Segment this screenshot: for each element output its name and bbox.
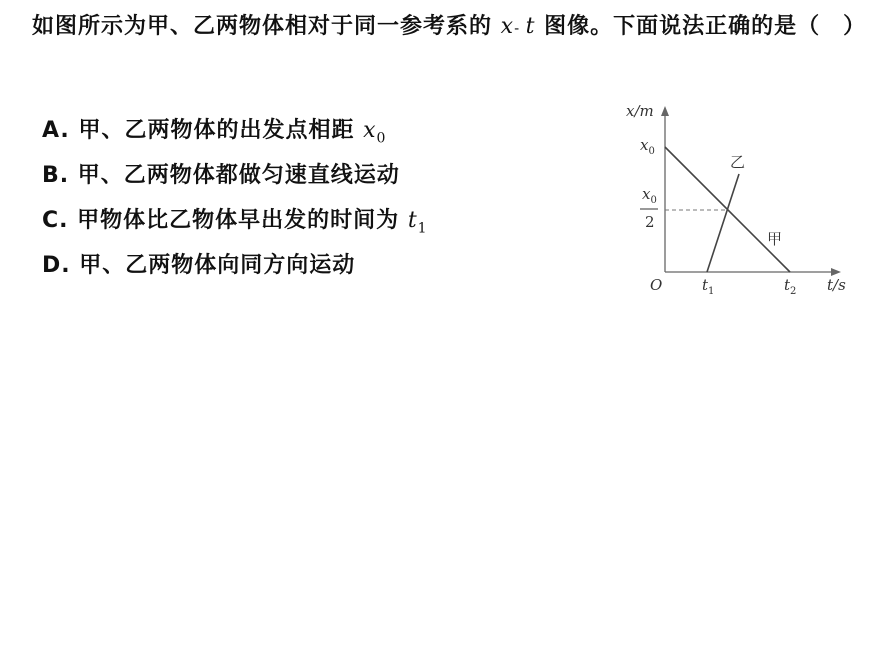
option-d[interactable]: [42, 243, 428, 288]
y-tick-half-numerator: $x_0$: [642, 185, 657, 206]
option-c-text: C. 甲物体比乙物体早出发的时间为: [42, 208, 408, 233]
line-yi-label: 乙: [730, 153, 746, 171]
origin-label: O: [650, 276, 663, 294]
question-sep: -: [514, 21, 526, 37]
option-d-text: D. 甲、乙两物体向同方向运动: [42, 253, 356, 278]
question-var-t: t: [525, 14, 536, 39]
line-yi: [707, 174, 739, 272]
x-axis-label: t/s: [827, 276, 846, 294]
y-axis-arrow: [661, 106, 669, 116]
option-c-math: $t_1$: [407, 208, 428, 237]
y-tick-half-denominator: 2: [645, 213, 655, 231]
question-text-before: 如图所示为甲、乙两物体相对于同一参考系的: [32, 14, 501, 39]
line-jia-label: 甲: [767, 230, 783, 248]
question-text-after: 图像。下面说法正确的是（ ）: [535, 14, 867, 39]
x-tick-t1: $t_1$: [702, 276, 715, 297]
options-list: [42, 108, 428, 288]
y-tick-x0: $x_0$: [640, 136, 655, 157]
y-axis-label: x/m: [626, 102, 654, 120]
option-b[interactable]: [42, 153, 428, 198]
option-a-math: $x_0$: [363, 118, 387, 147]
option-a-text: A. 甲、乙两物体的出发点相距: [42, 118, 364, 143]
option-b-text: B. 甲、乙两物体都做匀速直线运动: [42, 163, 400, 188]
option-a[interactable]: [42, 108, 428, 153]
x-tick-t2: $t_2$: [784, 276, 797, 297]
question-stem: [32, 8, 877, 48]
question-var-x: x: [500, 14, 515, 39]
xt-graph: [620, 100, 850, 300]
option-c[interactable]: [42, 198, 428, 243]
x-axis-arrow: [831, 268, 841, 276]
